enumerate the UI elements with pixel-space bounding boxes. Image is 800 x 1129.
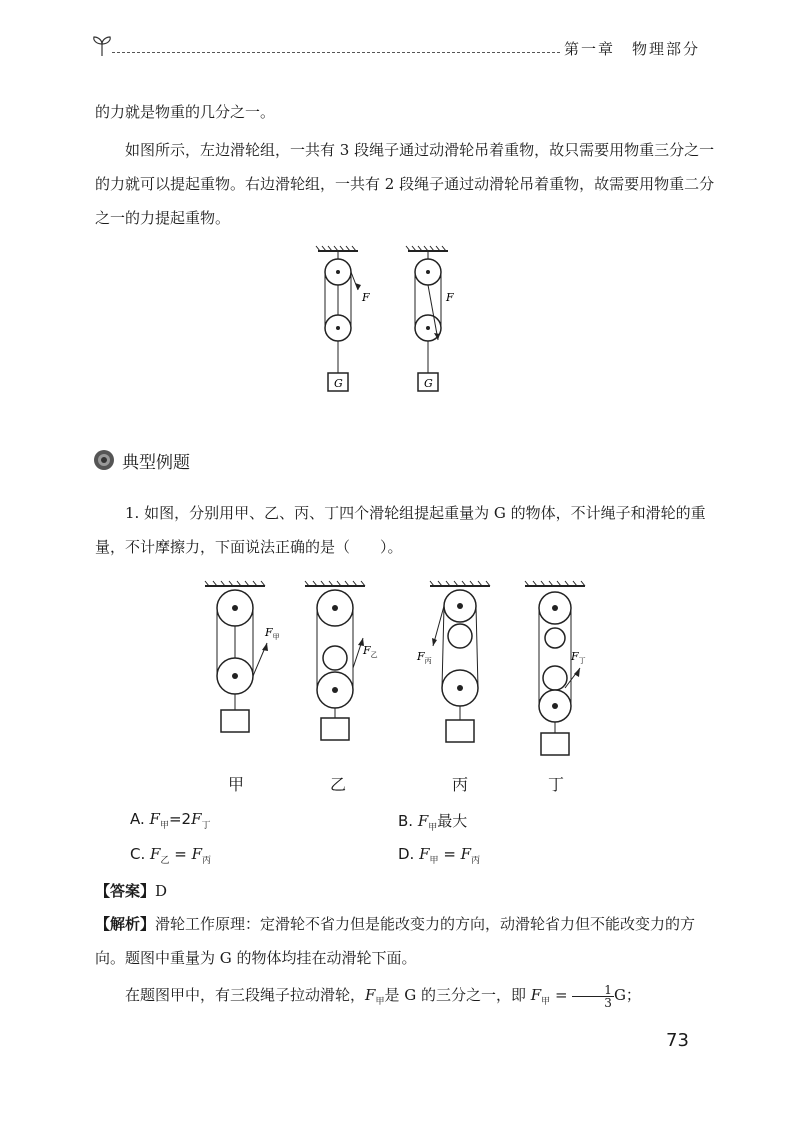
force-label-jia: $F_甲$: [265, 626, 280, 641]
force-label-right: F: [446, 291, 454, 304]
paragraph-explanation: 如图所示，左边滑轮组，一共有 3 段绳子通过动滑轮吊着重物，故只需要用物重三分之一的力就可以提起重物。右边滑轮组，一共有 2 段绳子通过动滑轮吊着重物，故需要用物重二分之一的力提起重物。: [95, 141, 715, 227]
page-header: [90, 30, 710, 60]
question-text: 1. 如图，分别用甲、乙、丙、丁四个滑轮组提起重量为 G 的物体，不计绳子和滑轮的重量，不计摩擦力，下面说法正确的是（ ）。: [95, 504, 706, 556]
caption-bing: 丙: [452, 775, 469, 794]
option-c[interactable]: C. $F_乙 = F_丙$: [130, 845, 212, 866]
answer-value: D: [155, 882, 168, 900]
option-d[interactable]: D. $F_甲 = F_丙$: [398, 845, 481, 866]
caption-ding: 丁: [548, 775, 565, 794]
force-label-yi: $F_乙$: [363, 644, 378, 659]
weight-label-right: G: [424, 377, 433, 390]
analysis-paragraph: [95, 907, 715, 975]
weight-label-left: G: [334, 377, 343, 390]
pulley-system-jia: [205, 581, 268, 732]
section-title: 典型例题: [122, 452, 190, 473]
force-label-left: F: [362, 291, 370, 304]
answer-line: [95, 874, 715, 908]
flower-badge-icon: [92, 448, 116, 472]
paragraph-continuation: 的力就是物重的几分之一。: [95, 103, 276, 121]
figure-pulley-comparison: [300, 245, 500, 395]
force-label-ding: $F_丁$: [571, 650, 586, 665]
chapter-title: 第一章 物理部分: [563, 40, 700, 58]
fraction-one-third: $\frac{1}{3}$: [572, 984, 614, 1009]
pulley-system-bing: [430, 581, 490, 742]
option-b[interactable]: B. $F_甲$最大: [398, 812, 468, 833]
pulley-system-yi: [305, 581, 365, 740]
option-a[interactable]: A. $F_甲=2F_丁$: [130, 810, 211, 831]
caption-yi: 乙: [330, 775, 347, 794]
page-number: 73: [666, 1030, 689, 1051]
analysis-text: 滑轮工作原理：定滑轮不省力但是能改变力的方向，动滑轮省力但不能改变力的方向。题图中重量为 G 的物体均挂在动滑轮下面。: [95, 915, 696, 967]
figure-four-pulley-systems: [195, 578, 595, 758]
pulley-system-left: [316, 246, 361, 391]
force-label-bing: $F_丙$: [417, 650, 432, 665]
pulley-system-ding: [525, 581, 585, 755]
answer-label: 【答案】: [95, 882, 156, 900]
analysis-label: 【解析】: [95, 915, 156, 933]
caption-jia: 甲: [228, 775, 245, 794]
pulley-system-right: [406, 246, 448, 391]
sprout-icon: [90, 34, 114, 58]
section-heading: [92, 446, 190, 474]
header-rule: [112, 52, 560, 53]
analysis-line-2: 在题图甲中，有三段绳子拉动滑轮，$F_甲$是 G 的三分之一，即 $F_甲$ = $\frac{1}{3}$ G；: [125, 982, 641, 1010]
